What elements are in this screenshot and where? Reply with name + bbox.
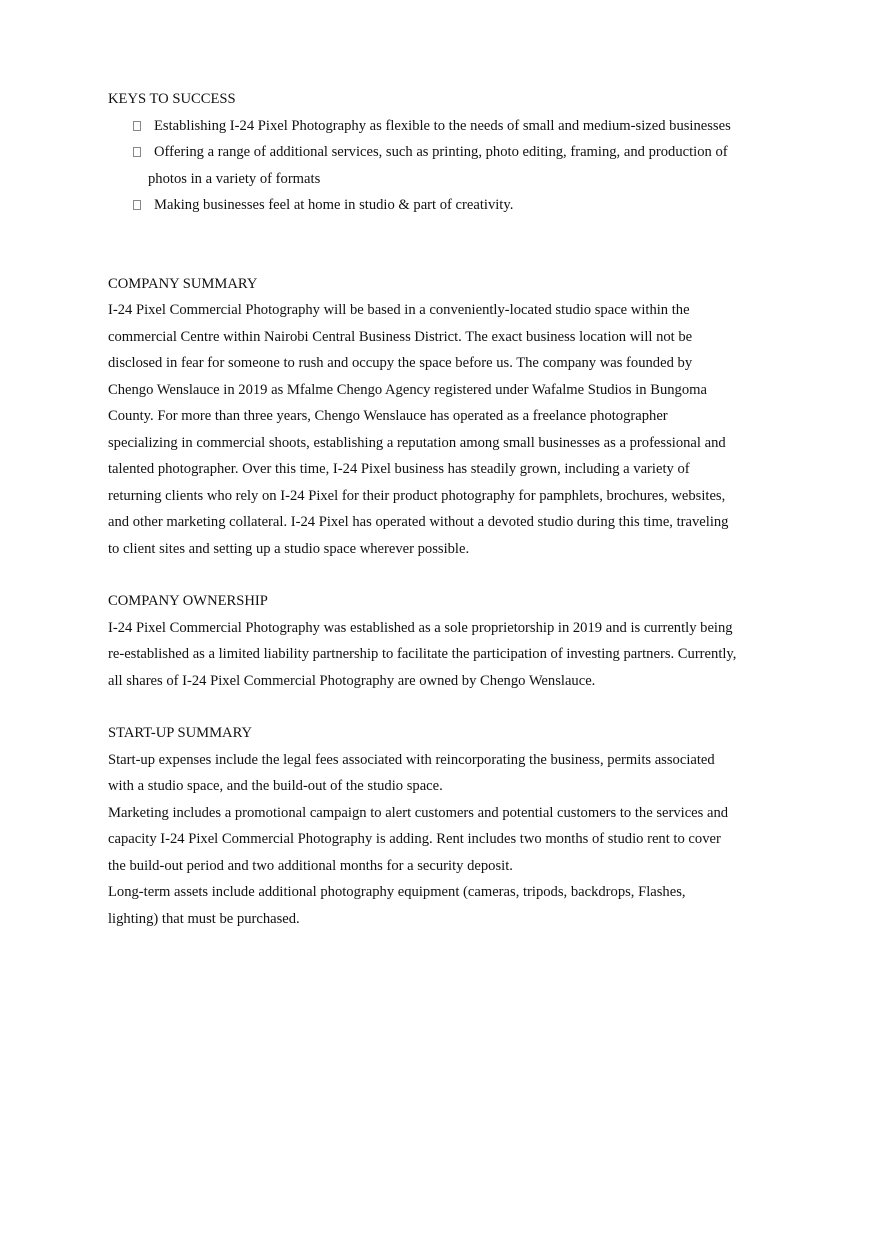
company-summary-line: County. For more than three years, Chengo Wenslauce has operated as a freelance photographer [108,408,668,424]
startup-summary-line: the build-out period and two additional months for a security deposit. [108,857,513,874]
company-ownership-section [108,588,778,694]
company-ownership-heading: COMPANY OWNERSHIP [108,593,268,609]
bullet-box-icon [133,121,141,131]
startup-summary-heading: START-UP SUMMARY [108,725,253,741]
company-summary-line: commercial Centre within Nairobi Central Business District. The exact business location will not be [108,328,693,345]
bullet-text: Offering a range of additional services, such as printing, photo editing, framing, and production of [154,144,728,160]
document-page [108,86,778,932]
startup-summary-line: with a studio space, and the build-out of the studio space. [108,778,443,794]
company-ownership-line: re-established as a limited liability partnership to facilitate the participation of investing partners. Currently, [108,646,737,662]
company-summary-section [108,271,778,563]
company-summary-line: returning clients who rely on I-24 Pixel for their product photography for pamphlets, brochures, websites, [108,487,726,504]
startup-summary-line: Marketing includes a promotional campaign to alert customers and potential customers to the services and [108,804,729,821]
startup-summary-line: Start-up expenses include the legal fees associated with reincorporating the business, permits associated [108,751,715,768]
company-ownership-line: I-24 Pixel Commercial Photography was established as a sole proprietorship in 2019 and is currently being [108,619,733,636]
bullet-box-icon [133,200,141,210]
spacer [108,694,778,720]
startup-summary-line: lighting) that must be purchased. [108,910,300,927]
spacer [108,219,778,271]
company-summary-line: disclosed in fear for someone to rush and occupy the space before us. The company was founded by [108,355,693,371]
bullet-box-icon [133,147,141,157]
keys-to-success-section [108,86,778,219]
company-ownership-line: all shares of I-24 Pixel Commercial Photography are owned by Chengo Wenslauce. [108,672,596,689]
spacer [108,562,778,588]
keys-to-success-heading: KEYS TO SUCCESS [108,91,236,107]
startup-summary-section [108,720,778,932]
company-summary-line: specializing in commercial shoots, establishing a reputation among small businesses as a professional and [108,434,726,451]
company-summary-line: Chengo Wenslauce in 2019 as Mfalme Chengo Agency registered under Wafalme Studios in Bungoma [108,381,707,398]
list-item [108,113,778,140]
company-summary-line: I-24 Pixel Commercial Photography will be based in a conveniently-located studio space within the [108,302,690,318]
bullet-text: Establishing I-24 Pixel Photography as flexible to the needs of small and medium-sized businesses [154,117,731,134]
company-summary-line: talented photographer. Over this time, I-24 Pixel business has steadily grown, including a variety of [108,461,690,477]
company-summary-line: and other marketing collateral. I-24 Pixel has operated without a devoted studio during this time, traveling [108,514,729,530]
company-summary-heading: COMPANY SUMMARY [108,275,258,292]
list-item [108,139,778,192]
company-summary-line: to client sites and setting up a studio space wherever possible. [108,540,470,557]
keys-to-success-list [108,113,778,219]
list-item [108,192,778,219]
bullet-text-continuation: photos in a variety of formats [148,170,321,187]
startup-summary-line: Long-term assets include additional photography equipment (cameras, tripods, backdrops, Flashes, [108,884,686,900]
bullet-text: Making businesses feel at home in studio & part of creativity. [154,197,514,213]
startup-summary-line: capacity I-24 Pixel Commercial Photography is adding. Rent includes two months of studio rent to cover [108,831,721,847]
